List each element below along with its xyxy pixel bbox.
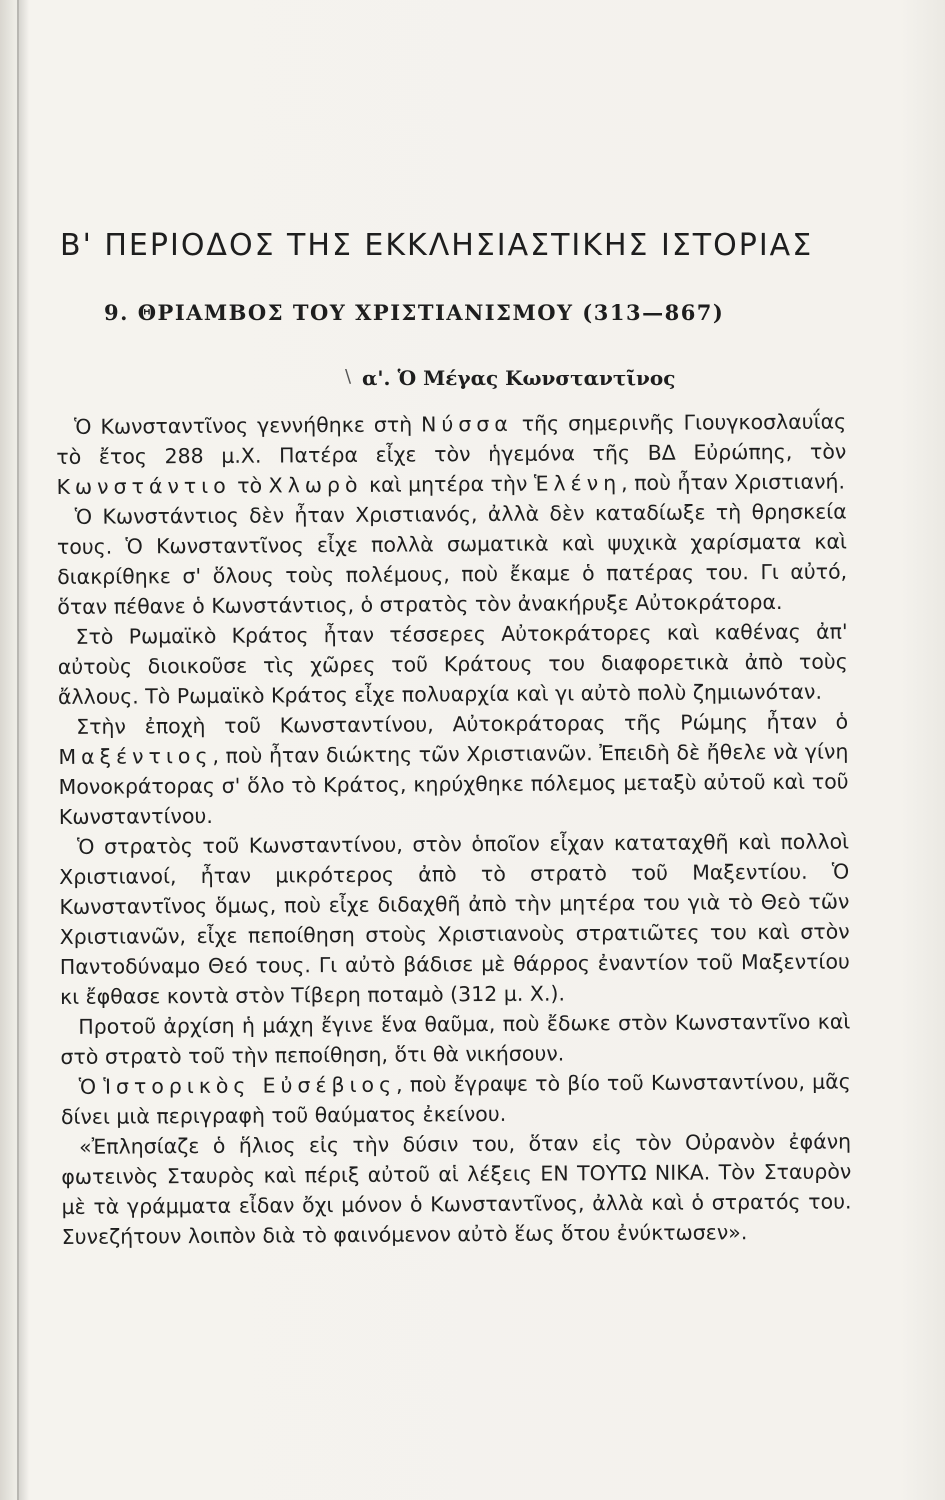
paragraph-8: «Ἐπλησίαζε ὁ ἥλιος εἰς τὴν δύσιν του, ὅταν εἰς τὸν Οὐρανὸν ἐφάνη φωτεινὸς Σταυρὸς καὶ πέριξ αὐτοῦ αἱ λέξεις ΕΝ ΤΟΥΤΩ ΝΙΚΑ. Τὸν Σταυρὸν μὲ τὰ γράμματα εἶδαν ὄχι μόνον ὁ Κωνσταντῖνος, ἀλλὰ καὶ ὁ στρατός του. Συνεζήτουν λοιπὸν διὰ τὸ φαινόμενον αὐτὸ ἕως ὅτου ἐνύκτωσεν». [61,1129,852,1249]
paragraph-7: Ὁ Ἱστορικὸς Εὐσέβιος, ποὺ ἔγραψε τὸ βίο τοῦ Κωνσταντίνου, μᾶς δίνει μιὰ περιγραφὴ τοῦ θαύματος ἐκείνου. [60,1069,851,1129]
paragraph-1: Ὁ Κωνσταντῖνος γεννήθηκε στὴ Νύσσα τῆς σημερινῆς Γιουγκοσλαυΐας τὸ ἔτος 288 μ.Χ. Πατέρα εἶχε τὸν ἡγεμόνα τῆς ΒΔ Εὐρώπης, τὸν Κωνστάντιο τὸ Χλωρὸ καὶ μητέρα τὴν Ἑλένη, ποὺ ἦταν Χριστιανή. [56,409,847,499]
section-title: Β' ΠΕΡΙΟΔΟΣ ΤΗΣ ΕΚΚΛΗΣΙΑΣΤΙΚΗΣ ΙΣΤΟΡΙΑΣ [60,228,814,263]
spine-shadow [19,0,29,1500]
paragraph-3: Στὸ Ρωμαϊκὸ Κράτος ἦταν τέσσερες Αὐτοκράτορες καὶ καθένας ἀπ' αὐτοὺς διοικοῦσε τὶς χῶρες τοῦ Κράτους του διαφορετικὰ ἀπὸ τοὺς ἄλλους. Τὸ Ρωμαϊκὸ Κράτος εἶχε πολυαρχία καὶ γι αὐτὸ πολὺ ζημιωνόταν. [57,619,848,709]
paragraph-4: Στὴν ἐποχὴ τοῦ Κωνσταντίνου, Αὐτοκράτορας τῆς Ρώμης ἦταν ὁ Μαξέντιος, ποὺ ἦταν διώκτης τῶν Χριστιανῶν. Ἐπειδὴ δὲ ἤθελε νὰ γίνη Μονοκράτορας σ' ὅλο τὸ Κράτος, κηρύχθηκε πόλεμος μεταξὺ αὐτοῦ καὶ τοῦ Κωνσταντίνου. [58,709,849,829]
body-text [56,406,852,1251]
subsection-title: α'. Ὁ Μέγας Κωνσταντῖνος [362,366,676,390]
pencil-mark: \ [345,366,352,387]
paragraph-6: Προτοῦ ἀρχίση ἡ μάχη ἔγινε ἕνα θαῦμα, ποὺ ἔδωκε στὸν Κωνσταντῖνο καὶ στὸ στρατὸ τοῦ τὴν πεποίθηση, ὅτι θὰ νικήσουν. [60,1009,851,1069]
paragraph-5: Ὁ στρατὸς τοῦ Κωνσταντίνου, στὸν ὁποῖον εἶχαν καταταχθῆ καὶ πολλοὶ Χριστιανοί, ἦταν μικρότερος ἀπὸ τὸ στρατὸ τοῦ Μαξεντίου. Ὁ Κωνσταντῖνος ὅμως, ποὺ εἶχε διδαχθῆ ἀπὸ τὴν μητέρα του γιὰ τὸ Θεὸ τῶν Χριστιανῶν, εἶχε πεποίθηση στοὺς Χριστιανοὺς στρατιῶτες του καὶ στὸν Παντοδύναμο Θεό τους. Γι αὐτὸ βάδισε μὲ θάρρος ἐναντίον τοῦ Μαξεντίου κι ἔφθασε κοντὰ στὸν Τίβερη ποταμὸ (312 μ. Χ.). [59,829,850,1009]
paragraph-2: Ὁ Κωνστάντιος δὲν ἦταν Χριστιανός, ἀλλὰ δὲν καταδίωξε τὴ θρησκεία τους. Ὁ Κωνσταντῖνος εἶχε πολλὰ σωματικὰ καὶ ψυχικὰ χαρίσματα καὶ διακρίθηκε σ' ὅλους τοὺς πολέμους, ποὺ ἔκαμε ὁ πατέρας του. Γι αὐτό, ὅταν πέθανε ὁ Κωνστάντιος, ὁ στρατὸς τὸν ἀνακήρυξε Αὐτοκράτορα. [56,499,848,619]
chapter-title: 9. ΘΡΙΑΜΒΟΣ ΤΟΥ ΧΡΙΣΤΙΑΝΙΣΜΟΥ (313—867) [104,300,725,325]
